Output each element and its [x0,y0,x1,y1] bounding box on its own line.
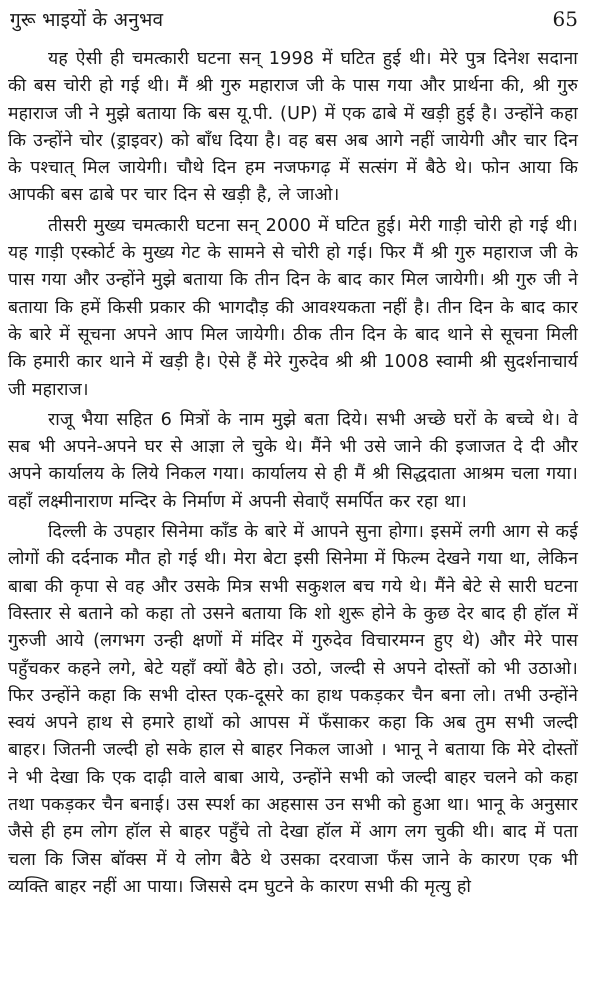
paragraph-1: यह ऐसी ही चमत्कारी घटना सन् 1998 में घटित हुई थी। मेरे पुत्र दिनेश सदाना की बस चोरी हो गई थी। मैं श्री गुरु महाराज जी के पास गया और प्रार्थना की, श्री गुरु महाराज जी ने मुझे बताया कि बस यू.पी. (UP) में एक ढाबे में खड़ी हुई है। उन्होंने कहा कि उन्होंने चोर (ड्राइवर) को बाँध दिया है। वह बस अब आगे नहीं जायेगी और चार दिन के पश्चात् मिल जायेगी। चौथे दिन हम नजफगढ़ में सत्संग में बैठे थे। फोन आया कि आपकी बस ढाबे पर चार दिन से खड़ी है, ले जाओ। [8,49,578,206]
page-body [8,46,578,901]
paragraph-2: तीसरी मुख्य चमत्कारी घटना सन् 2000 में घटित हुई। मेरी गाड़ी चोरी हो गई थी। यह गाड़ी एस्कोर्ट के मुख्य गेट के सामने से चोरी हो गई। फिर मैं श्री गुरु महाराज जी के पास गया और उन्होंने मुझे बताया कि तीन दिन के बाद कार मिल जायेगी। श्री गुरु जी ने बताया कि हमें किसी प्रकार की भागदौड़ की आवश्यकता नहीं है। तीन दिन के बाद कार के बारे में सूचना अपने आप मिल जायेगी। ठीक तीन दिन के बाद थाने से सूचना मिली कि हमारी कार थाने में खड़ी है। ऐसे हैं मेरे गुरुदेव श्री श्री 1008 स्वामी श्री सुदर्शनाचार्य जी महाराज। [8,215,578,400]
page-number: 65 [552,7,578,31]
running-title: गुरू भाइयों के अनुभव [10,9,164,31]
paragraph-3: राजू भैया सहित 6 मित्रों के नाम मुझे बता दिये। सभी अच्छे घरों के बच्चे थे। वे सब भी अपने-अपने घर से आज्ञा ले चुके थे। मैंने भी उसे जाने की इजाजत दे दी और अपने कार्यालय के लिये निकल गया। कार्यालय से ही मैं श्री सिद्धदाता आश्रम चला गया। वहाँ लक्ष्मीनाराण मन्दिर के निर्माण में अपनी सेवाएँ समर्पित कर रहा था। [8,409,578,512]
page-header [8,6,578,38]
paragraph-4: दिल्ली के उपहार सिनेमा काँड के बारे में आपने सुना होगा। इसमें लगी आग से कई लोगों की दर्दनाक मौत हो गई थी। मेरा बेटा इसी सिनेमा में फिल्म देखने गया था, लेकिन बाबा की कृपा से वह और उसके मित्र सभी सकुशल बच गये थे। मैंने बेटे से सारी घटना विस्तार से बताने को कहा तो उसने बताया कि शो शुरू होने के कुछ देर बाद ही हॉल में गुरुजी आये (लगभग उन्ही क्षणों में मंदिर में गुरुदेव विचारमग्न हुए थे) और मेरे पास पहुँचकर कहने लगे, बेटे यहाँ क्यों बैठे हो। उठो, जल्दी से अपने दोस्तों को भी उठाओ। फिर उन्होंने कहा कि सभी दोस्त एक-दूसरे का हाथ पकड़कर चैन बना लो। तभी उन्होंने स्वयं अपने हाथ से हमारे हाथों को आपस में फँसाकर कहा कि अब तुम सभी जल्दी बाहर। जितनी जल्दी हो सके हाल से बाहर निकल जाओ । भानू ने बताया कि मेरे दोस्तों ने भी देखा कि एक दाढ़ी वाले बाबा आये, उन्होंने सभी को जल्दी बाहर चलने को कहा तथा पकड़कर चैन बनाई। उस स्पर्श का अहसास उन सभी को हुआ था। भानू के अनुसार जैसे ही हम लोग हॉल से बाहर पहुँचे तो देखा हॉल में आग लग चुकी थी। बाद में पता चला कि जिस बॉक्स में ये लोग बैठे थे उसका दरवाजा फँस जाने के कारण एक भी व्यक्ति बाहर नहीं आ पाया। जिससे दम घुटने के कारण सभी की मृत्यु हो [8,522,578,897]
